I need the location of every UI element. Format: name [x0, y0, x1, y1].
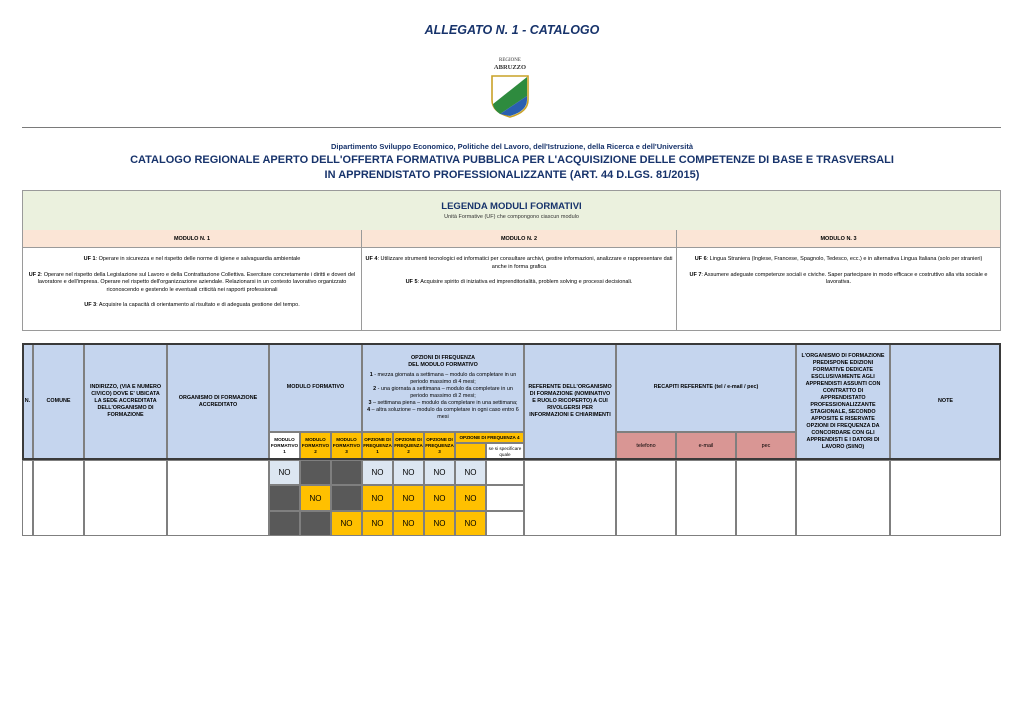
subheader-modulo-1: MODULO FORMATIVO 1 [269, 432, 300, 460]
opzioni-subtitle: DEL MODULO FORMATIVO [408, 361, 478, 368]
cell-disabled [331, 460, 362, 485]
legend-subtitle: Unità Formative (UF) che compongono ciascun modulo [444, 214, 579, 220]
header-comune: COMUNE [33, 343, 84, 460]
cell-opzione-1[interactable]: NO [362, 511, 393, 536]
subheader-email: e-mail [676, 432, 736, 460]
logo-line2: ABRUZZO [493, 64, 527, 71]
module-2-content [361, 248, 677, 330]
cell-opzione-2[interactable]: NO [393, 460, 424, 485]
legend-header [23, 191, 1000, 231]
subheader-opzione-1: OPZIONE DI FREQUENZA 1 [362, 432, 393, 460]
subheader-modulo-3: MODULO FORMATIVO 3 [331, 432, 362, 460]
cell-opzione-4[interactable]: NO [455, 460, 486, 485]
subheader-modulo-2: MODULO FORMATIVO 2 [300, 432, 331, 460]
uf-item: UF 7: Assumere adeguate competenze sociali e civiche. Saper partecipare in modo efficace e costruttivo alla vita sociale e lavorativa. [689, 271, 988, 285]
opzione-item: 3 – settimana piena – modulo da completare in una settimana; [368, 399, 518, 406]
cell-opzione-3[interactable]: NO [424, 511, 455, 536]
subheader-opzione-4-note: se si specificare quale [486, 443, 524, 460]
uf-item: UF 1: Operare in sicurezza e nel rispetto delle norme di igiene e salvaguardia ambientale [83, 256, 301, 262]
subheader-opzione-3: OPZIONE DI FREQUENZA 3 [424, 432, 455, 460]
cell-disabled [269, 511, 300, 536]
module-2-header: MODULO N. 2 [361, 230, 677, 248]
cell-pec[interactable] [736, 460, 796, 536]
cell-telefono[interactable] [616, 460, 676, 536]
uf-item: UF 2: Operare nel rispetto della Legislazione sul Lavoro e della Contrattazione Collettiva. Esercitare concretamente i diritti e doveri del lavoratore e dell'impresa. Operare nel rispetto dell'organizzazione aziendale. Relazionarsi in un contesto lavorativo organizzato riconoscendo e gestendo le eventuali criticità nei rapporti professionali [28, 271, 356, 293]
cell-note[interactable] [890, 460, 1001, 536]
cell-disabled [300, 460, 331, 485]
regione-abruzzo-logo [487, 58, 533, 118]
cell-comune[interactable] [33, 460, 84, 536]
catalog-title [0, 153, 1024, 183]
header-organismo: ORGANISMO DI FORMAZIONE ACCREDITATO [167, 343, 269, 460]
header-border [22, 343, 1001, 460]
header-indirizzo: INDIRIZZO, (VIA E NUMERO CIVICO) DOVE E' UBICATA LA SEDE ACCREDITATA DELL'ORGANISMO DI FORMAZIONE [84, 343, 167, 460]
legend-box [22, 190, 1001, 331]
cell-opzione-4-note[interactable] [486, 511, 524, 536]
uf-item: UF 4: Utilizzare strumenti tecnologici ed informatici per consultare archivi, gestire informazioni, analizzare e rappresentare dati anche in forma grafica [365, 256, 673, 270]
opzione-item: 1 - mezza giornata a settimana – modulo da completare in un periodo massimo di 4 mesi; [369, 371, 517, 385]
department-name: Dipartimento Sviluppo Economico, Politiche del Lavoro, dell'Istruzione, della Ricerca e dell'Università [331, 142, 693, 151]
header-modulo-formativo: MODULO FORMATIVO [269, 343, 362, 432]
header-edizioni-stagionali: L'ORGANISMO DI FORMAZIONE PREDISPONE EDIZIONI FORMATIVE DEDICATE ESCLUSIVAMENTE AGLI APPRENDISTI ASSUNTI CON CONTRATTO DI APPRENDISTATO PROFESSIONALIZZANTE STAGIONALE, SECONDO APPOSITE E RISERVATE OPZIONI DI FREQUENZA DA CONCORDARE CON GLI APPRENDISTI E I DATORI DI LAVORO (SI/NO) [796, 343, 890, 460]
cell-opzione-4[interactable]: NO [455, 485, 486, 511]
cell-opzione-1[interactable]: NO [362, 485, 393, 511]
opzioni-title: OPZIONI DI FREQUENZA [410, 354, 476, 361]
module-3-content [677, 248, 1000, 330]
subheader-opzione-4: OPZIONE DI FREQUENZA 4 [455, 432, 524, 443]
cell-n[interactable] [22, 460, 33, 536]
header-recapiti: RECAPITI REFERENTE (tel / e-mail / pec) [616, 343, 796, 432]
legend-title: LEGENDA MODULI FORMATIVI [441, 201, 582, 212]
document-title: ALLEGATO N. 1 - CATALOGO [424, 23, 600, 37]
cell-indirizzo[interactable] [84, 460, 167, 536]
module-3-header: MODULO N. 3 [677, 230, 1000, 248]
uf-item: UF 5: Acquisire spirito di iniziativa ed imprenditorialità, problem solving e processi decisionali. [405, 279, 633, 285]
cell-opzione-4-note[interactable] [486, 485, 524, 511]
cell-opzione-3[interactable]: NO [424, 485, 455, 511]
cell-edizioni-stagionali[interactable] [796, 460, 890, 536]
module-1-header: MODULO N. 1 [23, 230, 361, 248]
subheader-pec: pec [736, 432, 796, 460]
cell-modulo-2[interactable]: NO [300, 485, 331, 511]
cell-modulo-3[interactable]: NO [331, 511, 362, 536]
cell-email[interactable] [676, 460, 736, 536]
catalog-table [22, 343, 1001, 536]
header-note: NOTE [890, 343, 1001, 460]
cell-disabled [269, 485, 300, 511]
abruzzo-shield-icon [490, 74, 530, 118]
cell-organismo[interactable] [167, 460, 269, 536]
subheader-telefono: telefono [616, 432, 676, 460]
cell-opzione-2[interactable]: NO [393, 485, 424, 511]
cell-modulo-1[interactable]: NO [269, 460, 300, 485]
cell-opzione-4-note[interactable] [486, 460, 524, 485]
uf-item: UF 6: Lingua Straniera (Inglese, Francese, Spagnolo, Tedesco, ecc.) e in alternativa Lingua Italiana (solo per stranieri) [694, 256, 983, 262]
separator-line [22, 127, 1001, 128]
cell-disabled [300, 511, 331, 536]
catalog-title-line2: IN APPRENDISTATO PROFESSIONALIZZANTE (ART. 44 D.LGS. 81/2015) [324, 169, 700, 181]
catalog-title-line1: CATALOGO REGIONALE APERTO DELL'OFFERTA FORMATIVA PUBBLICA PER L'ACQUISIZIONE DELLE COMPETENZE DI BASE E TRASVERSALI [130, 154, 894, 166]
opzione-item: 4 – altra soluzione – modulo da completare in ogni caso entro 6 mesi [367, 406, 519, 420]
cell-opzione-1[interactable]: NO [362, 460, 393, 485]
uf-item: UF 3: Acquisire la capacità di orientamento al risultato e di adeguata gestione del tempo. [84, 302, 300, 308]
cell-opzione-2[interactable]: NO [393, 511, 424, 536]
cell-opzione-4[interactable]: NO [455, 511, 486, 536]
logo-line1: REGIONE [499, 58, 521, 63]
header-n: N. [22, 343, 33, 460]
header-referente: REFERENTE DELL'ORGANISMO DI FORMAZIONE (NOMINATIVO E RUOLO RICOPERTO) A CUI RIVOLGERSI PER INFORMAZIONI E CHIARIMENTI [524, 343, 616, 460]
subheader-opzione-2: OPZIONE DI FREQUENZA 2 [393, 432, 424, 460]
cell-disabled [331, 485, 362, 511]
cell-opzione-3[interactable]: NO [424, 460, 455, 485]
opzione-item: 2 - una giornata a settimana – modulo da completare in un periodo massimo di 2 mesi; [373, 385, 513, 399]
cell-referente[interactable] [524, 460, 616, 536]
module-1-content [23, 248, 361, 330]
